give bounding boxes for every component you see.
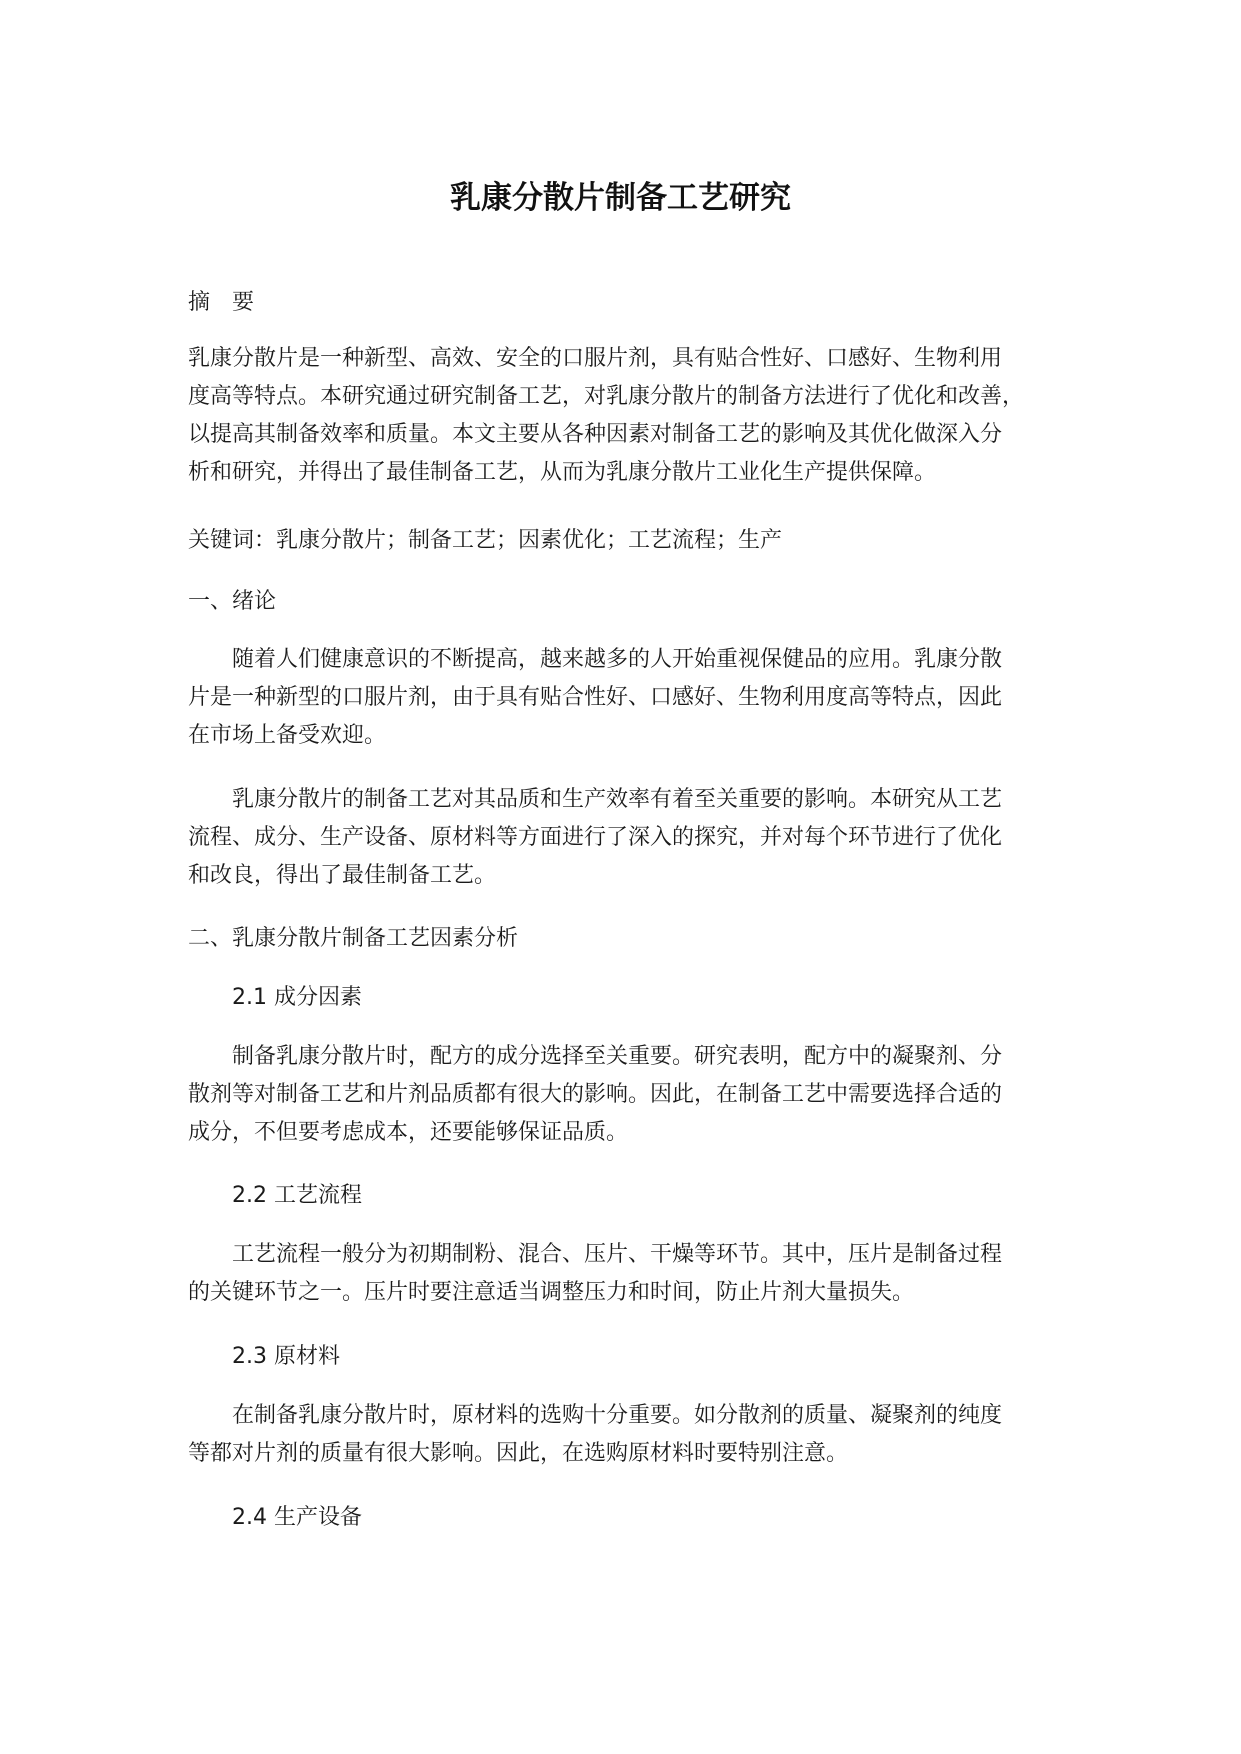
- section-2-1-heading: 2.1 成分因素: [232, 985, 362, 1010]
- paragraph-line: 片是一种新型的口服片剂，由于具有贴合性好、口感好、生物利用度高等特点，因此: [188, 685, 1003, 710]
- section-1-paragraph-1: [188, 641, 1058, 755]
- section-1-paragraph-2: [188, 781, 1058, 895]
- abstract-line: 乳康分散片是一种新型、高效、安全的口服片剂，具有贴合性好、口感好、生物利用: [188, 346, 1003, 371]
- paragraph-line: 工艺流程一般分为初期制粉、混合、压片、干燥等环节。其中，压片是制备过程: [232, 1242, 1003, 1267]
- section-1-heading: 一、绪论: [188, 589, 277, 614]
- paragraph-line: 成分，不但要考虑成本，还要能够保证品质。: [188, 1120, 629, 1145]
- section-2-2-paragraph: [188, 1236, 1058, 1312]
- paragraph-line: 的关键环节之一。压片时要注意适当调整压力和时间，防止片剂大量损失。: [188, 1280, 915, 1305]
- abstract-line: 度高等特点。本研究通过研究制备工艺，对乳康分散片的制备方法进行了优化和改善，: [188, 384, 1025, 409]
- paragraph-line: 在市场上备受欢迎。: [188, 723, 387, 748]
- keywords: 关键词：乳康分散片；制备工艺；因素优化；工艺流程；生产: [188, 528, 783, 553]
- section-2-1-paragraph: [188, 1038, 1058, 1152]
- section-2-3-paragraph: [188, 1397, 1058, 1473]
- paragraph-line: 随着人们健康意识的不断提高，越来越多的人开始重视保健品的应用。乳康分散: [232, 647, 1003, 672]
- paragraph-line: 流程、成分、生产设备、原材料等方面进行了深入的探究，并对每个环节进行了优化: [188, 825, 1003, 850]
- paragraph-line: 等都对片剂的质量有很大影响。因此，在选购原材料时要特别注意。: [188, 1441, 849, 1466]
- paragraph-line: 散剂等对制备工艺和片剂品质都有很大的影响。因此，在制备工艺中需要选择合适的: [188, 1082, 1003, 1107]
- section-2-3-heading: 2.3 原材料: [232, 1344, 340, 1369]
- paragraph-line: 在制备乳康分散片时，原材料的选购十分重要。如分散剂的质量、凝聚剂的纯度: [232, 1403, 1003, 1428]
- section-2-heading: 二、乳康分散片制备工艺因素分析: [188, 926, 519, 951]
- abstract-line: 析和研究，并得出了最佳制备工艺，从而为乳康分散片工业化生产提供保障。: [188, 460, 937, 485]
- section-2-4-heading: 2.4 生产设备: [232, 1505, 362, 1530]
- document-title: 乳康分散片制备工艺研究: [450, 180, 791, 216]
- abstract-line: 以提高其制备效率和质量。本文主要从各种因素对制备工艺的影响及其优化做深入分: [188, 422, 1003, 447]
- paragraph-line: 和改良，得出了最佳制备工艺。: [188, 863, 497, 888]
- paragraph-line: 乳康分散片的制备工艺对其品质和生产效率有着至关重要的影响。本研究从工艺: [232, 787, 1003, 812]
- section-2-2-heading: 2.2 工艺流程: [232, 1183, 362, 1208]
- paragraph-line: 制备乳康分散片时，配方的成分选择至关重要。研究表明，配方中的凝聚剂、分: [232, 1044, 1003, 1069]
- abstract-heading: 摘 要: [188, 290, 255, 315]
- abstract-paragraph: [188, 340, 1058, 492]
